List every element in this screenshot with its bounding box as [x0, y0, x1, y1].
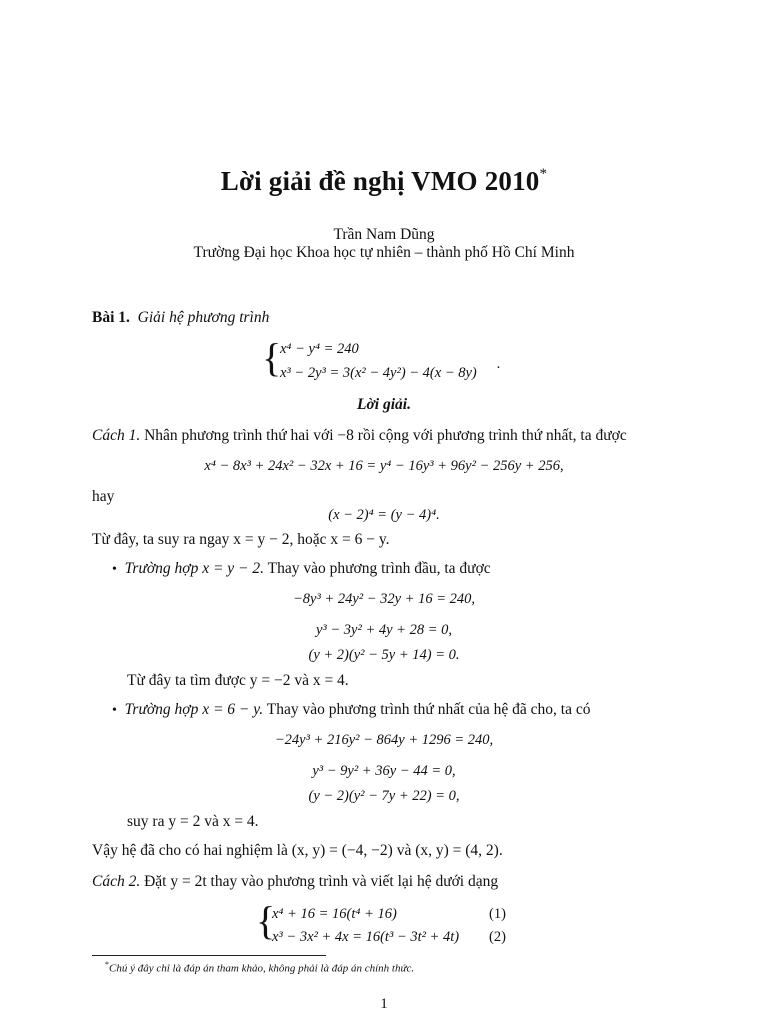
problem-statement	[92, 309, 692, 327]
deduce-text: Từ đây, ta suy ra ngay x = y − 2, hoặc x = 6 − y.	[92, 531, 390, 548]
method1-label: Cách 1.	[92, 427, 141, 444]
case1-eq-3: (y + 2)(y² − 5y + 14) = 0.	[308, 647, 460, 663]
author: Trần Nam Dũng	[333, 226, 435, 243]
affiliation: Trường Đại học Khoa học tự nhiên – thành phố Hồ Chí Minh	[193, 244, 575, 261]
system2-eq-1: x⁴ + 16 = 16(t⁴ + 16)	[272, 906, 397, 922]
system-end: .	[497, 356, 501, 372]
case2-eq-1: −24y³ + 216y² − 864y + 1296 = 240,	[274, 732, 494, 748]
hay-text: hay	[92, 488, 115, 505]
bullet-icon: •	[112, 703, 117, 718]
system2-tag-1: (1)	[489, 906, 506, 922]
system2-tag-2: (2)	[489, 929, 506, 945]
footnote-text: Chú ý đây chỉ là đáp án tham khảo, không phải là đáp án chính thức.	[109, 962, 415, 975]
case2-item	[112, 701, 712, 719]
system-brace: {	[262, 335, 282, 380]
method1-text: Nhân phương trình thứ hai với −8 rồi cộng với phương trình thứ nhất, ta được	[144, 427, 627, 444]
system2-eq-2: x³ − 3x² + 4x = 16(t³ − 3t² + 4t)	[272, 929, 460, 945]
case2-eq-2: y³ − 9y² + 36y − 44 = 0,	[312, 763, 456, 779]
page-number: 1	[380, 996, 388, 1012]
case1-result: Từ đây ta tìm được y = −2 và x = 4.	[127, 672, 349, 689]
solution-heading: Lời giải.	[357, 396, 411, 413]
case1-eq-1: −8y³ + 24y² − 32y + 16 = 240,	[292, 591, 476, 607]
case1-eq-2: y³ − 3y² + 4y + 28 = 0,	[315, 622, 452, 638]
case2-label: Trường hợp x = 6 − y.	[124, 701, 264, 718]
title-footnote-mark: *	[539, 166, 548, 182]
method2-paragraph	[92, 873, 692, 891]
case1-label: Trường hợp x = y − 2.	[124, 560, 265, 577]
problem-label: Bài 1.	[92, 309, 130, 326]
case2-text: Thay vào phương trình thứ nhất của hệ đã cho, ta có	[266, 701, 591, 718]
footnote-mark: *	[105, 960, 109, 969]
problem-text: Giải hệ phương trình	[137, 309, 270, 326]
system-eq-1: x⁴ − y⁴ = 240	[280, 341, 359, 357]
bullet-icon: •	[112, 562, 117, 577]
system-eq-2: x³ − 2y³ = 3(x² − 4y²) − 4(x − 8y)	[280, 365, 477, 381]
footnote	[105, 960, 414, 975]
case2-result: suy ra y = 2 và x = 4.	[127, 813, 259, 830]
case1-text: Thay vào phương trình đầu, ta được	[267, 560, 491, 577]
method1-paragraph	[92, 427, 692, 445]
case2-eq-3: (y − 2)(y² − 7y + 22) = 0,	[308, 788, 460, 804]
case1-item	[112, 560, 712, 578]
equation-1: x⁴ − 8x³ + 24x² − 32x + 16 = y⁴ − 16y³ + 96y² − 256y + 256,	[204, 458, 564, 474]
system2-brace: {	[256, 898, 276, 943]
equation-2: (x − 2)⁴ = (y − 4)⁴.	[328, 507, 440, 523]
method2-label: Cách 2.	[92, 873, 141, 890]
title-text: Lời giải đề nghị VMO 2010	[220, 166, 540, 196]
conclusion: Vậy hệ đã cho có hai nghiệm là (x, y) = (−4, −2) và (x, y) = (4, 2).	[92, 842, 503, 859]
method2-text: Đặt y = 2t thay vào phương trình và viết lại hệ dưới dạng	[144, 873, 499, 890]
footnote-rule	[92, 955, 326, 956]
page-title	[0, 166, 768, 197]
